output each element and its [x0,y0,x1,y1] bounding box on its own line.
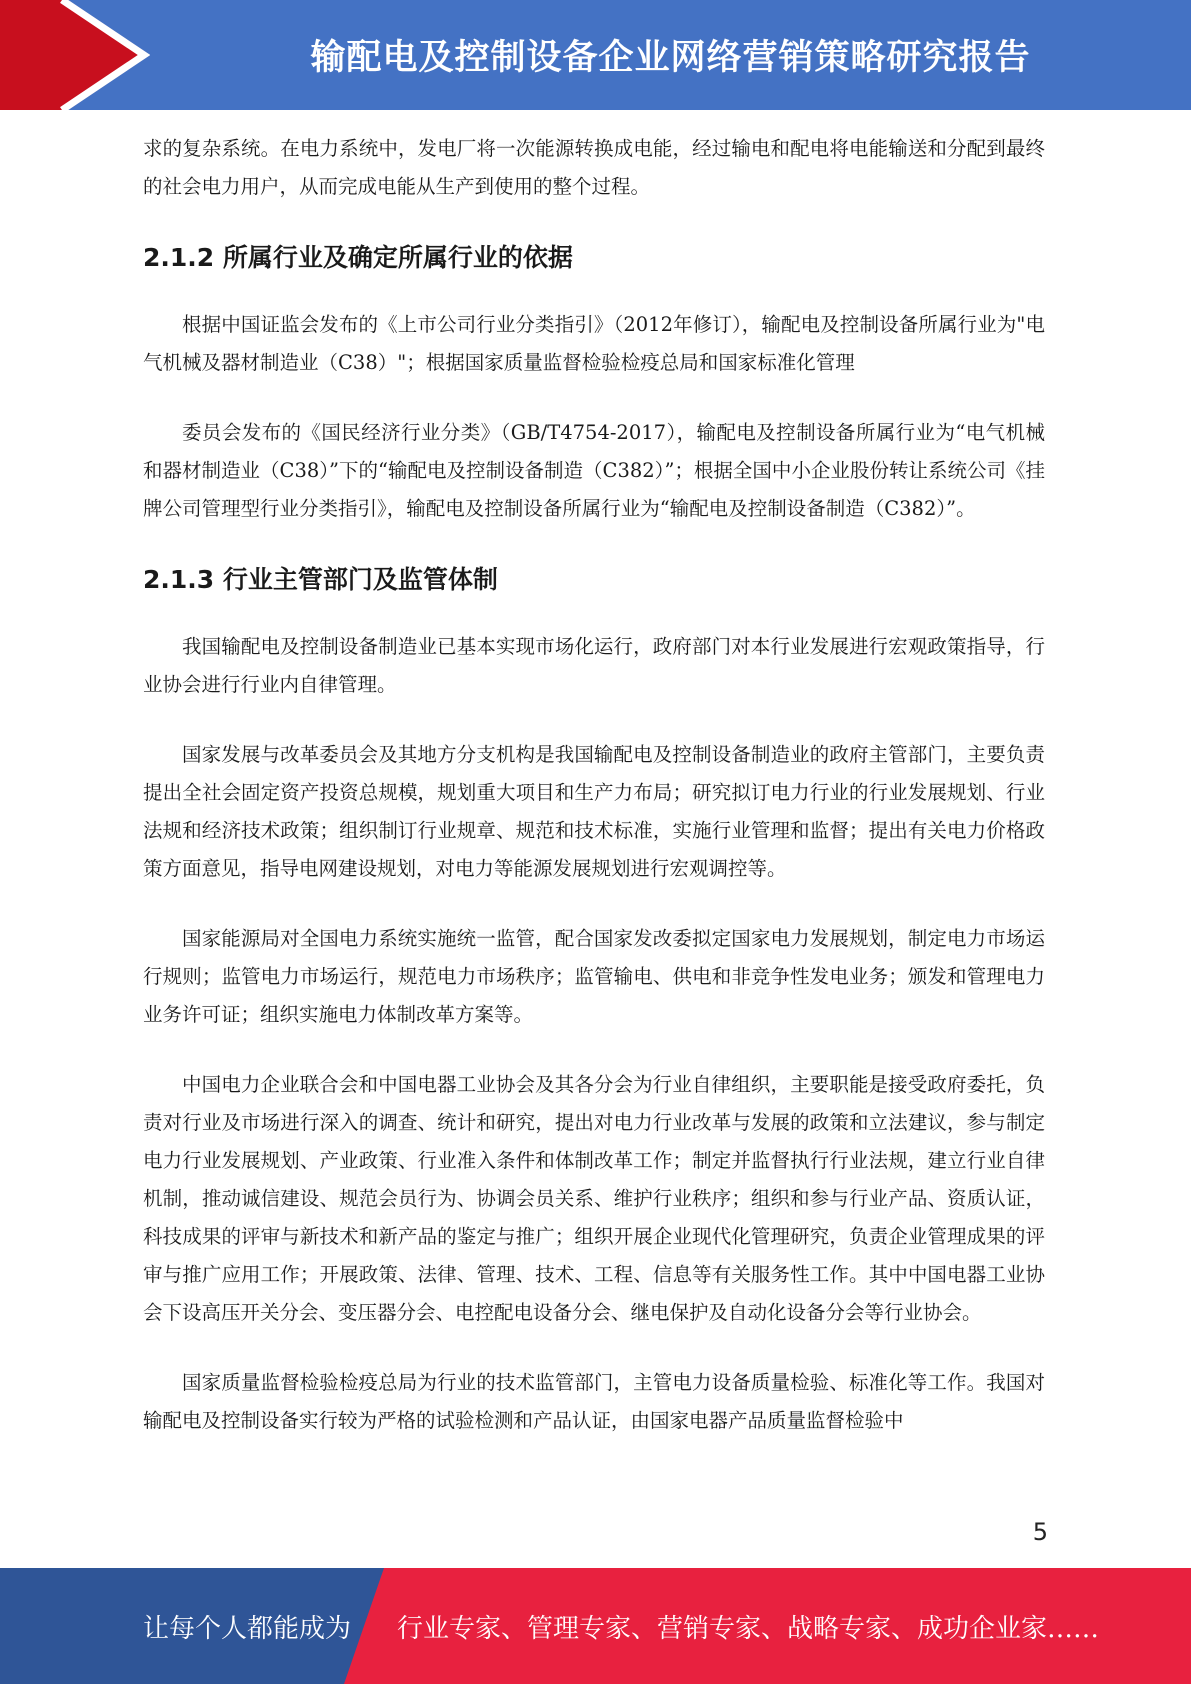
page-content [143,130,1045,1440]
paragraph-intro-continued: 求的复杂系统。在电力系统中，发电厂将一次能源转换成电能，经过输电和配电将电能输送和分配到最终的社会电力用户，从而完成电能从生产到使用的整个过程。 [143,137,1045,198]
paragraph-quality-supervision: 国家质量监督检验检疫总局为行业的技术监管部门，主管电力设备质量检验、标准化等工作。我国对输配电及控制设备实行较为严格的试验检测和产品认证，由国家电器产品质量监督检验中 [143,1371,1045,1432]
page-number: 5 [1032,1518,1048,1546]
paragraph-industry-associations: 中国电力企业联合会和中国电器工业协会及其各分会为行业自律组织，主要职能是接受政府委托，负责对行业及市场进行深入的调查、统计和研究，提出对电力行业改革与发展的政策和立法建议，参与制定电力行业发展规划、产业政策、行业准入条件和体制改革工作；制定并监督执行行业法规，建立行业自律机制，推动诚信建设、规范会员行为、协调会员关系、维护行业秩序；组织和参与行业产品、资质认证，科技成果的评审与新技术和新产品的鉴定与推广；组织开展企业现代化管理研究，负责企业管理成果的评审与推广应用工作；开展政策、法律、管理、技术、工程、信息等有关服务性工作。其中中国电器工业协会下设高压开关分会、变压器分会、电控配电设备分会、继电保护及自动化设备分会等行业协会。 [143,1073,1045,1324]
section-heading-2-1-2: 2.1.2 所属行业及确定所属行业的依据 [143,243,573,272]
paragraph-ndrc: 国家发展与改革委员会及其地方分支机构是我国输配电及控制设备制造业的政府主管部门，主要负责提出全社会固定资产投资总规模，规划重大项目和生产力布局；研究拟订电力行业的行业发展规划、行业法规和经济技术政策；组织制订行业规章、规范和技术标准，实施行业管理和监督；提出有关电力价格政策方面意见，指导电网建设规划，对电力等能源发展规划进行宏观调控等。 [143,743,1045,880]
footer-slogan-right: 行业专家、管理专家、营销专家、战略专家、成功企业家…… [397,1613,1100,1644]
footer-slogan-left: 让每个人都能成为 [143,1613,352,1644]
page-footer [0,1568,1191,1684]
paragraph-energy-administration: 国家能源局对全国电力系统实施统一监管，配合国家发改委拟定国家电力发展规划，制定电力市场运行规则；监管电力市场运行，规范电力市场秩序；监管输电、供电和非竞争性发电业务；颁发和管理电力业务许可证；组织实施电力体制改革方案等。 [143,927,1045,1026]
section-heading-2-1-3: 2.1.3 行业主管部门及监管体制 [143,565,498,594]
paragraph-market-operation: 我国输配电及控制设备制造业已基本实现市场化运行，政府部门对本行业发展进行宏观政策指导，行业协会进行行业内自律管理。 [143,635,1045,696]
paragraph-industry-classification-national: 委员会发布的《国民经济行业分类》（GB/T4754-2017），输配电及控制设备所属行业为“电气机械和器材制造业（C38）”下的“输配电及控制设备制造（C382）”；根据全国中小企业股份转让系统公司《挂牌公司管理型行业分类指引》，输配电及控制设备所属行业为“输配电及控制设备制造（C382）”。 [143,421,1045,520]
report-title: 输配电及控制设备企业网络营销策略研究报告 [310,38,1031,78]
paragraph-industry-classification-csrc: 根据中国证监会发布的《上市公司行业分类指引》（2012年修订），输配电及控制设备所属行业为"电气机械及器材制造业（C38）"；根据国家质量监督检验检疫总局和国家标准化管理 [143,313,1045,374]
header-chevron-decoration [0,0,150,110]
page-header [0,0,1191,110]
